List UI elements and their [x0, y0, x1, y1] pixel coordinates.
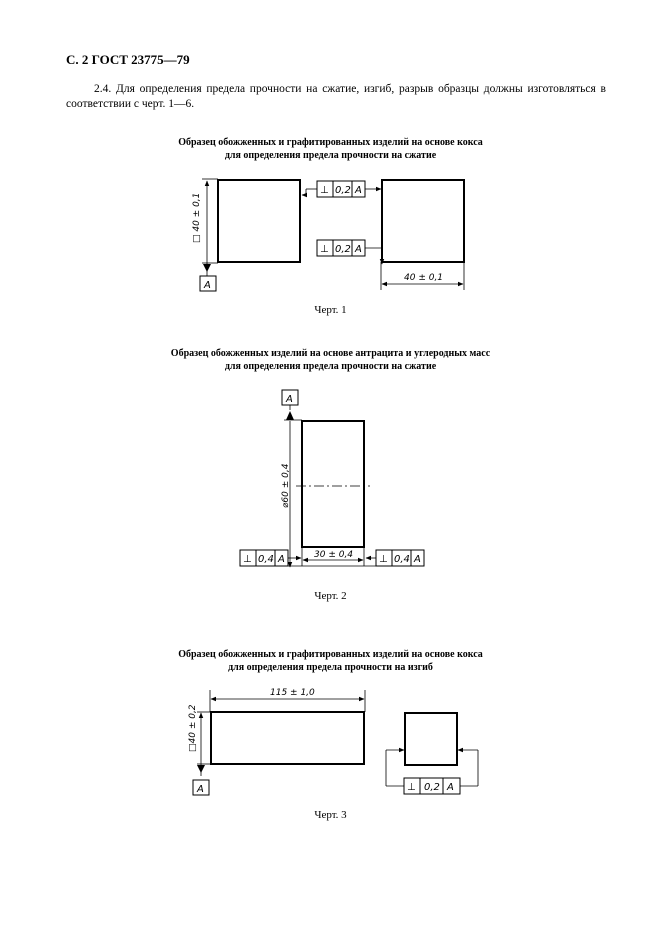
fig1-tolerance-frame-lower: [317, 240, 382, 264]
figure-3-title-line2: для определения предела прочности на изгиб: [228, 662, 433, 673]
svg-text:A: A: [278, 554, 285, 565]
figure-2-caption: Черт. 2: [314, 590, 347, 602]
fig1-horizontal-dim: 40 ± 0,1: [404, 273, 444, 283]
figure-2-title-line2: для определения предела прочности на сжатие: [224, 361, 437, 372]
fig2-horizontal-dim: 30 ± 0,4: [314, 550, 354, 560]
figure-2-drawing: [0, 386, 661, 576]
figure-3-caption: Черт. 3: [314, 809, 347, 821]
fig2-sample: [302, 421, 364, 547]
section-paragraph: 2.4. Для определения предела прочности на сжатие, изгиб, разрыв образцы должны изготовляться в соответствии с черт. 1—6.: [66, 83, 606, 110]
fig2-tolerance-frame-left: [240, 550, 301, 566]
figure-1-title: [0, 136, 661, 162]
figure-3-title: [0, 648, 661, 674]
svg-text:0,2: 0,2: [335, 244, 351, 255]
fig2-vertical-dim: ⌀60 ± 0,4: [281, 463, 291, 508]
svg-text:0,2: 0,2: [424, 782, 440, 793]
figure-1-title-line1: Образец обожженных и графитированных изделий на основе кокса: [178, 137, 483, 148]
figure-3-title-line1: Образец обожженных и графитированных изделий на основе кокса: [178, 649, 483, 660]
fig1-tolerance-frame-upper: [302, 181, 381, 197]
svg-text:⊥: ⊥: [379, 554, 388, 565]
svg-text:A: A: [414, 554, 421, 565]
svg-text:⊥: ⊥: [407, 782, 416, 793]
figure-1-title-line2: для определения предела прочности на сжатие: [224, 150, 437, 161]
fig1-datum-label: A: [204, 280, 211, 291]
svg-text:0,4: 0,4: [258, 554, 274, 565]
fig1-vertical-dim: □ 40 ± 0,1: [192, 192, 202, 243]
figure-3-drawing: [0, 684, 661, 804]
figure-1-caption: Черт. 1: [314, 304, 347, 316]
figure-2-title-line1: Образец обожженных изделий на основе антрацита и углеродных масс: [170, 348, 491, 359]
svg-text:0,4: 0,4: [394, 554, 410, 565]
fig3-tolerance-frame: [404, 778, 460, 794]
fig2-tolerance-frame-right: [366, 550, 424, 566]
fig2-datum-label: A: [286, 394, 293, 405]
page-header: С. 2 ГОСТ 23775—79: [66, 52, 190, 67]
svg-text:A: A: [447, 782, 454, 793]
svg-text:A: A: [355, 185, 362, 196]
svg-text:A: A: [355, 244, 362, 255]
fig1-right-sample: [382, 180, 464, 262]
fig3-bar-sample: [211, 712, 364, 764]
svg-text:⊥: ⊥: [320, 244, 329, 255]
fig3-datum-label: A: [197, 784, 204, 795]
fig3-section-sample: [405, 713, 457, 765]
figure-2-title: [0, 347, 661, 373]
svg-text:⊥: ⊥: [243, 554, 252, 565]
fig3-horizontal-dim: 115 ± 1,0: [270, 688, 315, 698]
svg-text:⊥: ⊥: [320, 185, 329, 196]
fig3-vertical-dim: □40 ± 0,2: [188, 704, 198, 752]
svg-text:0,2: 0,2: [335, 185, 351, 196]
figure-1-drawing: [0, 168, 661, 308]
fig1-left-sample: [218, 180, 300, 262]
